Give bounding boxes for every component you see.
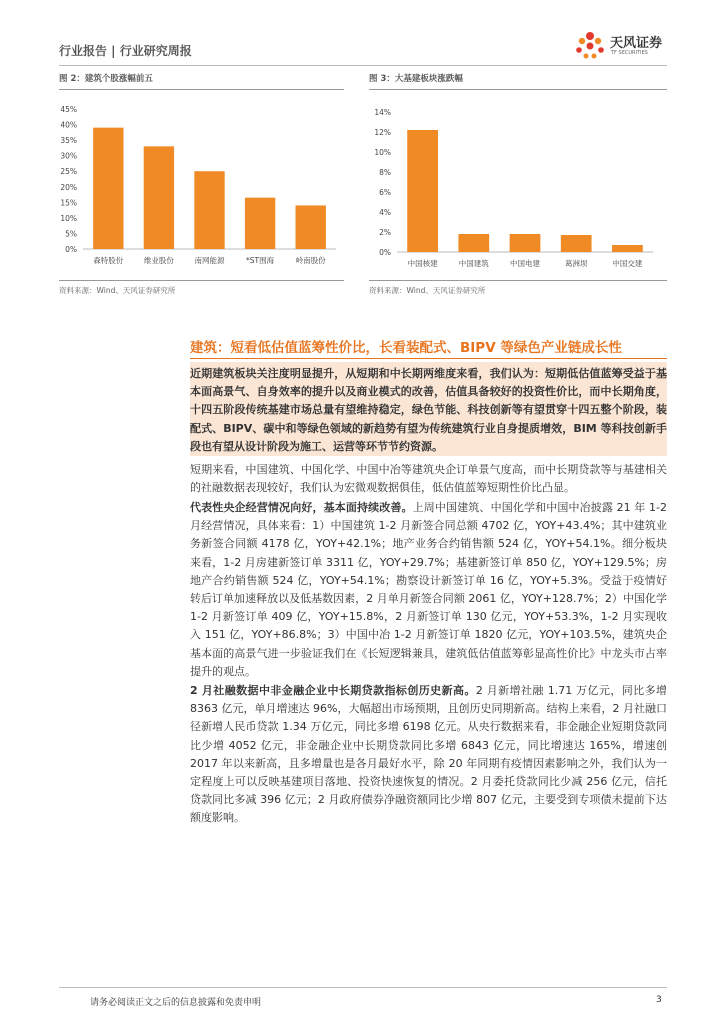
figure-2-bottom-rule <box>59 280 344 281</box>
figure-3-bottom-rule <box>369 280 667 281</box>
paragraph-sf-body: 2 月新增社融 1.71 万亿元，同比多增 8363 亿元，单月增速达 96%，大幅超出市场预期，且创历史同期新高。结构上来看，2 月社融口径新增人民币贷款 1.34 万亿元，同比多增 6198 亿元。从央行数据来看，非金融企业短期贷款同比少增 4052 亿元，非金融企业中长期贷款同比多增 6843 亿元，同比增速达 165%，增速创 2017 年以来新高，且多增量也是各月最好水平，除 20 年同期有疫情因素影响之外，我们认为一定程度上可以反映基建项目落地、投资快速恢复的情况。2 月委托贷款同比少减 256 亿元，信托贷款同比多减 396 亿元；2 月政府债券净融资额同比少增 807 亿元，主要受到专项债未提前下达额度影响。 <box>190 684 668 825</box>
x-tick-label: 岭南股份 <box>295 256 326 265</box>
paragraph-social-financing <box>190 682 667 828</box>
bar <box>612 245 643 252</box>
x-tick-label: 中国核建 <box>407 259 438 268</box>
x-tick-label: 中国电建 <box>510 259 540 268</box>
logo-text-en: TF SECURITIES <box>611 50 648 56</box>
bar <box>245 198 275 249</box>
y-tick-label: 20% <box>60 182 77 192</box>
y-tick-label: 14% <box>374 108 391 117</box>
paragraph-sf-lead: 2 月社融数据中非金融企业中长期贷款指标创历史新高。 <box>190 684 476 697</box>
figure-3-caption: 图 3：大基建板块涨跌幅 <box>369 74 463 84</box>
y-tick-label: 10% <box>60 213 77 223</box>
x-tick-label: 森特股份 <box>93 256 124 265</box>
y-tick-label: 25% <box>60 167 77 177</box>
bar <box>510 234 541 252</box>
paragraph-soe-operations <box>190 499 667 681</box>
y-tick-label: 0% <box>379 248 391 257</box>
paragraph-soe-body: 上周中国建筑、中国化学和中国中冶披露 21 年 1-2 月经营情况，具体来看：1）中国建筑 1-2 月新签合同总额 4702 亿，YOY+43.4%；其中建筑业务新签合同额 4178 亿，YOY+42.1%；地产业务合约销售额 524 亿，YOY+54.1%。细分板块来看，1-2 月房建新签订单 3311 亿，YOY+29.7%；基建新签订单 850 亿，YOY+129.5%；房地产合约销售额 524 亿，YOY+54.1%；勘察设计新签订单 16 亿，YOY+5.3%。受益于疫情好转后订单加速释放以及低基数因素，2 月单月新签合同额 2061 亿，YOY+128.7%；2）中国化学 1-2 月新签订单 409 亿，YOY+15.8%，2 月新签订单 130 亿元，YOY+53.3%，1-2 月实现收入 151 亿，YOY+86.8%；3）中国中冶 1-2 月新签订单 1820 亿元，YOY+103.5%，建筑央企基本面的高景气进一步验证我们在《长短逻辑兼具，建筑低估值蓝筹彰显高性价比》中龙头市占率提升的观点。 <box>190 501 667 678</box>
y-tick-label: 45% <box>60 105 77 114</box>
figure-3-rule <box>369 89 667 90</box>
logo-mark-icon <box>573 30 607 62</box>
x-tick-label: 中国建筑 <box>458 259 489 268</box>
figure-2-rule <box>59 89 344 90</box>
x-tick-label: 维业股份 <box>143 256 174 265</box>
bar <box>93 128 123 249</box>
figure-3-chart <box>369 92 667 282</box>
y-tick-label: 10% <box>374 148 391 157</box>
bar <box>144 146 174 249</box>
y-tick-label: 0% <box>65 245 77 254</box>
figure-2-caption: 图 2：建筑个股涨幅前五 <box>59 74 153 84</box>
bar <box>296 205 326 249</box>
logo-text-cn: 天风证券 <box>610 36 663 51</box>
figure-3-source: 资料来源：Wind、天风证券研究所 <box>369 286 486 295</box>
x-tick-label: 南网能源 <box>194 256 225 265</box>
bar <box>561 235 592 252</box>
y-tick-label: 12% <box>374 128 391 137</box>
section-title-rule <box>190 358 667 359</box>
paragraph-short-term: 短期来看，中国建筑、中国化学、中国中冶等建筑央企订单景气度高，而中长期贷款等与基建相关的社融数据表现较好，我们认为宏微观数据俱佳，低估值蓝筹短期性价比凸显。 <box>190 463 667 495</box>
y-tick-label: 30% <box>60 151 77 161</box>
y-tick-label: 5% <box>65 229 77 239</box>
y-tick-label: 6% <box>379 188 391 197</box>
y-tick-label: 4% <box>379 208 391 217</box>
x-tick-label: 中国交建 <box>612 259 643 268</box>
page-number: 3 <box>656 995 662 1005</box>
header-divider <box>59 65 667 66</box>
footer-divider <box>59 987 667 988</box>
report-type-label: 行业报告 | 行业研究周报 <box>59 44 192 58</box>
x-tick-label: *ST围海 <box>246 256 275 265</box>
bar <box>458 234 489 252</box>
bar <box>194 171 224 249</box>
section-title: 建筑：短看低估值蓝筹性价比，长看装配式、BIPV 等绿色产业链成长性 <box>190 340 622 356</box>
figure-2-chart <box>59 92 344 282</box>
bar <box>407 130 438 252</box>
highlight-paragraph: 近期建筑板块关注度明显提升，从短期和中长期两维度来看，我们认为：短期低估值蓝筹受益于基本面高景气、自身效率的提升以及商业模式的改善，估值具备较好的投资性价比，而中长期角度，十四五阶段传统基建市场总量有望维持稳定，绿色节能、科技创新等有望贯穿十四五整个阶段，装配式、BIPV、碳中和等绿色领域的新趋势有望为传统建筑行业自身提质增效，BIM 等科技创新手段也有望从设计阶段为施工、运营等环节节约资源。 <box>190 367 667 453</box>
footer-disclaimer: 请务必阅读正文之后的信息披露和免责申明 <box>90 998 262 1008</box>
y-tick-label: 2% <box>379 228 391 237</box>
figure-2-source: 资料来源：Wind、天风证券研究所 <box>59 286 176 295</box>
x-tick-label: 葛洲坝 <box>564 259 588 268</box>
y-tick-label: 15% <box>60 198 77 208</box>
y-tick-label: 40% <box>60 120 77 130</box>
y-tick-label: 8% <box>379 168 391 177</box>
y-tick-label: 35% <box>60 136 77 146</box>
paragraph-soe-lead: 代表性央企经营情况向好，基本面持续改善。 <box>190 501 413 514</box>
